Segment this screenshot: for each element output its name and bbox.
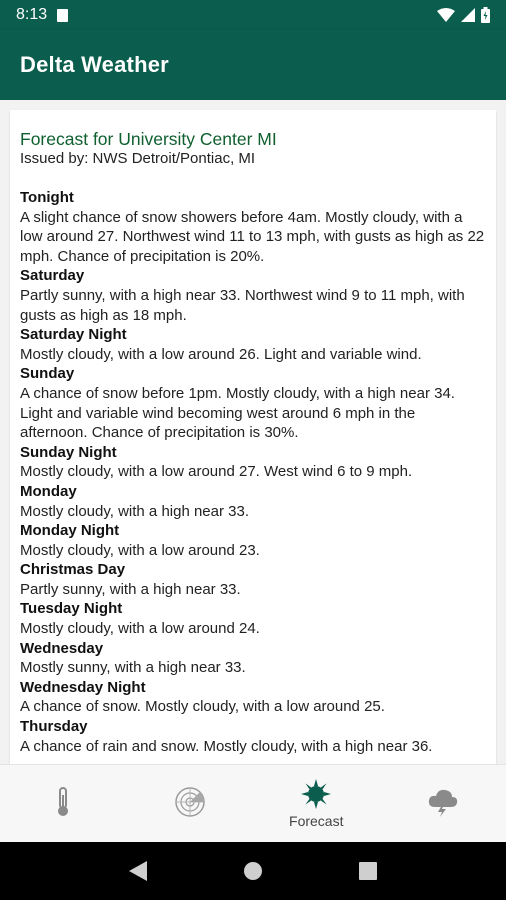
forecast-period <box>20 482 486 521</box>
nav-label-forecast: Forecast <box>289 812 344 829</box>
period-name: Monday Night <box>20 522 120 540</box>
period-name: Tonight <box>20 189 74 206</box>
period-name: Wednesday Night <box>20 678 146 696</box>
app-bar <box>0 30 506 100</box>
forecast-period <box>20 717 486 756</box>
forecast-content[interactable] <box>0 100 506 764</box>
period-name: Saturday <box>20 267 85 285</box>
period-name: Saturday Night <box>20 326 127 344</box>
back-triangle-icon <box>129 861 147 881</box>
sun-icon <box>301 779 331 809</box>
bottom-navigation <box>0 764 506 842</box>
forecast-period <box>20 364 486 442</box>
nav-item-alerts[interactable] <box>383 769 503 839</box>
status-icons <box>437 7 490 23</box>
period-name: Thursday <box>20 718 88 736</box>
period-name: Sunday <box>20 365 75 383</box>
sd-card-icon <box>57 9 68 22</box>
forecast-title: Forecast for University Center MI <box>20 129 277 149</box>
period-text: Partly sunny, with a high near 33. <box>20 580 241 598</box>
wifi-icon <box>437 8 455 22</box>
forecast-period <box>20 639 486 678</box>
status-time: 8:13 <box>16 6 48 23</box>
home-button[interactable] <box>233 851 273 891</box>
forecast-period <box>20 188 486 266</box>
forecast-period <box>20 599 486 638</box>
period-text: Mostly cloudy, with a low around 27. West wind 6 to 9 mph. <box>20 463 413 481</box>
period-text: Mostly cloudy, with a high near 33. <box>20 502 250 520</box>
forecast-card <box>10 110 496 764</box>
period-text: A chance of snow before 1pm. Mostly cloudy, with a high near 34. Light and variable wind becoming west around 6 mph in the afternoon. Chance of precipitation is 30%. <box>20 384 455 442</box>
issued-by: Issued by: NWS Detroit/Pontiac, MI <box>20 150 256 167</box>
period-text: Mostly sunny, with a high near 33. <box>20 659 246 677</box>
battery-icon <box>481 7 490 23</box>
forecast-period <box>20 266 486 325</box>
forecast-period <box>20 560 486 599</box>
forecast-period <box>20 678 486 717</box>
period-name: Wednesday <box>20 639 104 657</box>
app-title: Delta Weather <box>20 52 169 77</box>
period-text: Mostly cloudy, with a low around 24. <box>20 620 260 638</box>
period-text: A chance of rain and snow. Mostly cloudy, with a high near 36. <box>20 737 433 755</box>
period-text: A slight chance of snow showers before 4am. Mostly cloudy, with a low around 27. Northwest wind 11 to 13 mph, with gusts as high as 22 mph. Chance of precipitation is 20%. <box>20 208 485 265</box>
nav-item-current-conditions[interactable] <box>3 769 123 839</box>
forecast-period <box>20 325 486 364</box>
system-navigation-bar <box>0 842 506 900</box>
status-bar <box>0 0 506 30</box>
storm-cloud-icon <box>427 787 459 817</box>
period-name: Tuesday Night <box>20 600 123 618</box>
back-button[interactable] <box>118 851 158 891</box>
period-name: Monday <box>20 482 77 500</box>
thermometer-icon <box>55 787 71 817</box>
forecast-period <box>20 443 486 482</box>
period-text: Mostly cloudy, with a low around 26. Light and variable wind. <box>20 345 422 363</box>
period-text: A chance of snow. Mostly cloudy, with a low around 25. <box>20 698 385 716</box>
forecast-period <box>20 521 486 560</box>
period-text: Mostly cloudy, with a low around 23. <box>20 541 260 559</box>
recents-button[interactable] <box>348 851 388 891</box>
radar-icon <box>174 786 206 818</box>
period-name: Sunday Night <box>20 443 117 461</box>
home-circle-icon <box>243 861 263 881</box>
period-name: Christmas Day <box>20 561 126 579</box>
recents-square-icon <box>359 862 377 880</box>
nav-item-forecast[interactable] <box>256 769 376 839</box>
cell-signal-icon <box>461 8 475 22</box>
period-text: Partly sunny, with a high near 33. Northwest wind 9 to 11 mph, with gusts as high as 18 mph. <box>20 286 465 324</box>
nav-item-radar[interactable] <box>130 769 250 839</box>
